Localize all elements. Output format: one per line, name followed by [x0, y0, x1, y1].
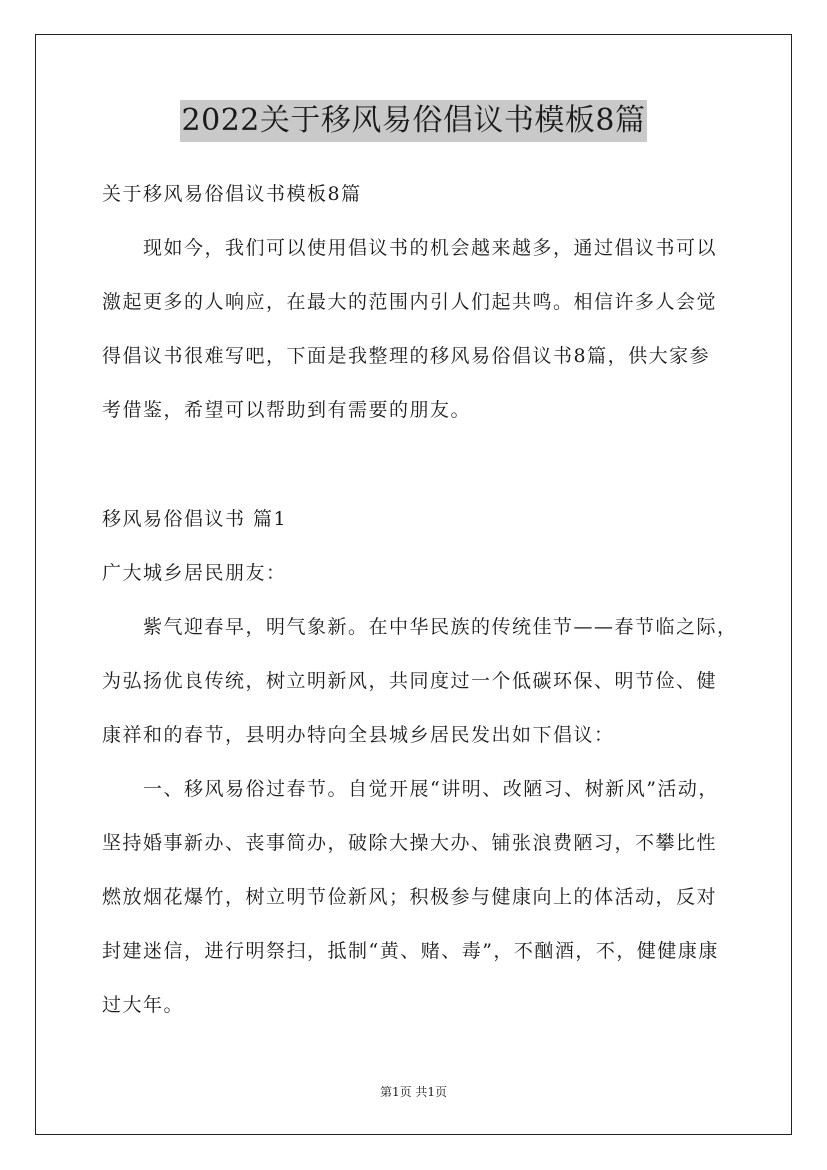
- para2-line-5: 过大年。: [102, 994, 185, 1016]
- para1-line-1: 紫气迎春早，明气象新。在中华民族的传统佳节——春节临之际，: [143, 616, 738, 638]
- section-heading: 移风易俗倡议书 篇1: [102, 508, 288, 530]
- page-footer: 第1页 共1页: [379, 1085, 448, 1099]
- intro-line-4: 考借鉴，希望可以帮助到有需要的朋友。: [102, 399, 472, 421]
- para2-line-3: 燃放烟花爆竹，树立明节俭新风；积极参与健康向上的体活动，反对: [102, 886, 718, 908]
- para2-line-4: 封建迷信，进行明祭扫，抵制“黄、赌、毒”，不酗酒，不，健健康康: [102, 940, 719, 962]
- para2-line-2: 坚持婚事新办、丧事简办，破除大操大办、铺张浪费陋习，不攀比性: [102, 832, 718, 854]
- document-title: 2022关于移风易俗倡议书模板8篇: [180, 100, 648, 142]
- document-subtitle: 关于移风易俗倡议书模板8篇: [102, 183, 362, 205]
- salutation: 广大城乡居民朋友：: [102, 562, 287, 584]
- intro-line-1: 现如今，我们可以使用倡议书的机会越来越多，通过倡议书可以: [143, 237, 718, 259]
- intro-line-3: 得倡议书很难写吧，下面是我整理的移风易俗倡议书8篇，供大家参: [102, 345, 711, 367]
- intro-line-2: 激起更多的人响应，在最大的范围内引人们起共鸣。相信许多人会觉: [102, 291, 718, 313]
- para1-line-2: 为弘扬优良传统，树立明新风，共同度过一个低碳环保、明节俭、健: [102, 670, 718, 692]
- para2-line-1: 一、移风易俗过春节。自觉开展“讲明、改陋习、树新风”活动，: [143, 778, 719, 800]
- para1-line-3: 康祥和的春节，县明办特向全县城乡居民发出如下倡议：: [102, 724, 615, 746]
- title-wrap: [0, 100, 827, 142]
